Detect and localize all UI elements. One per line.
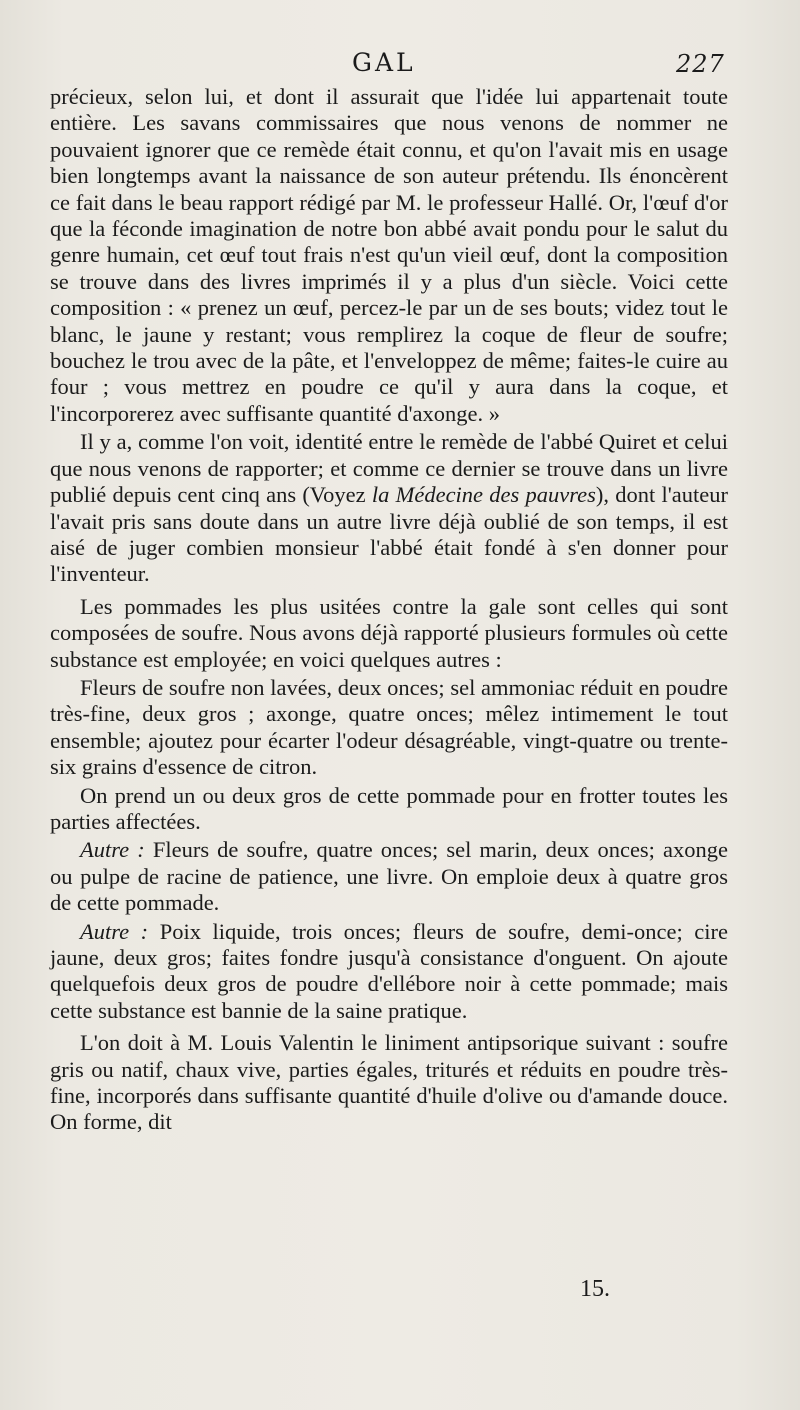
paragraph-2-part-1: Il y a, comme l'on voit, identité entre le remède de l'abbé Quiret et celui que nous venons de rapporter; et comme ce dernier se trouve dans un livre publié depuis cent cinq ans (Voyez: [50, 429, 728, 508]
running-title: GAL: [352, 48, 416, 77]
paragraph-2: [50, 429, 728, 587]
running-header: [0, 44, 800, 80]
paragraph-7-text: Poix liquide, trois onces; fleurs de soufre, demi-once; cire jaune, deux gros; faites fondre jusqu'à consistance d'onguent. On ajoute quelquefois deux gros de poudre d'ellébore noir à cette pommade; mais cette substance est bannie de la saine pratique.: [50, 918, 728, 1023]
book-title-reference: la Médecine des pauvres: [371, 482, 596, 508]
paragraph-6: [50, 837, 728, 916]
paragraph-3: Les pommades les plus usitées contre la gale sont celles qui sont composées de soufre. Nous avons déjà rapporté plusieurs formules où cette substance est employée; en voici quelques autres :: [50, 593, 728, 672]
signature-mark: 15.: [580, 1276, 610, 1302]
paragraph-6-text: Fleurs de soufre, quatre onces; sel marin, deux onces; axonge ou pulpe de racine de patience, une livre. On emploie deux à quatre gros de cette pommade.: [50, 837, 729, 916]
paragraph-5: On prend un ou deux gros de cette pommade pour en frotter toutes les parties affectées.: [50, 782, 728, 834]
paragraph-7: [50, 919, 728, 1025]
paragraph-4: Fleurs de soufre non lavées, deux onces; sel ammoniac réduit en poudre très-fine, deux gros ; axonge, quatre onces; mêlez intimement le tout ensemble; ajoutez pour écarter l'odeur désagréable, vingt-quatre ou trente-six grains d'essence de citron.: [50, 674, 728, 780]
page-number: 227: [676, 50, 725, 78]
paragraph-2-part-2: ), dont l'auteur l'avait pris sans doute dans un autre livre déjà oublié de son temps, il est aisé de juger combien monsieur l'abbé était fondé à s'en donner pour l'inventeur.: [50, 482, 728, 587]
recipe-label-1: Autre :: [80, 837, 145, 863]
recipe-label-2: Autre :: [80, 918, 149, 944]
page-body: [50, 84, 728, 1138]
paragraph-8: L'on doit à M. Louis Valentin le liniment antipsorique suivant : soufre gris ou natif, chaux vive, parties égales, triturés et réduits en poudre très-fine, incorporés dans suffisante quantité d'huile d'olive ou d'amande douce. On forme, dit: [50, 1030, 728, 1135]
paragraph-1: précieux, selon lui, et dont il assurait que l'idée lui appartenait toute entière. Les savans commissaires que nous venons de nommer ne pouvaient ignorer que ce remède était connu, et qu'on l'avait mis en usage bien longtemps avant la naissance de son auteur prétendu. Ils énoncèrent ce fait dans le beau rapport rédigé par M. le professeur Hallé. Or, l'œuf d'or que la féconde imagination de notre bon abbé avait pondu pour le salut du genre humain, cet œuf tout frais n'est qu'un vieil œuf, dont la composition se trouve dans des livres imprimés il y a plus d'un siècle. Voici cette composition : « prenez un œuf, percez-le par un de ses bouts; videz tout le blanc, le jaune y restant; vous remplirez la coque de fleur de soufre; bouchez le trou avec de la pâte, et l'enveloppez de même; faites-le cuire au four ; vous mettrez en poudre ce qu'il y aura dans la coque, et l'incorporerez avec suffisante quantité d'axonge. »: [50, 84, 728, 426]
